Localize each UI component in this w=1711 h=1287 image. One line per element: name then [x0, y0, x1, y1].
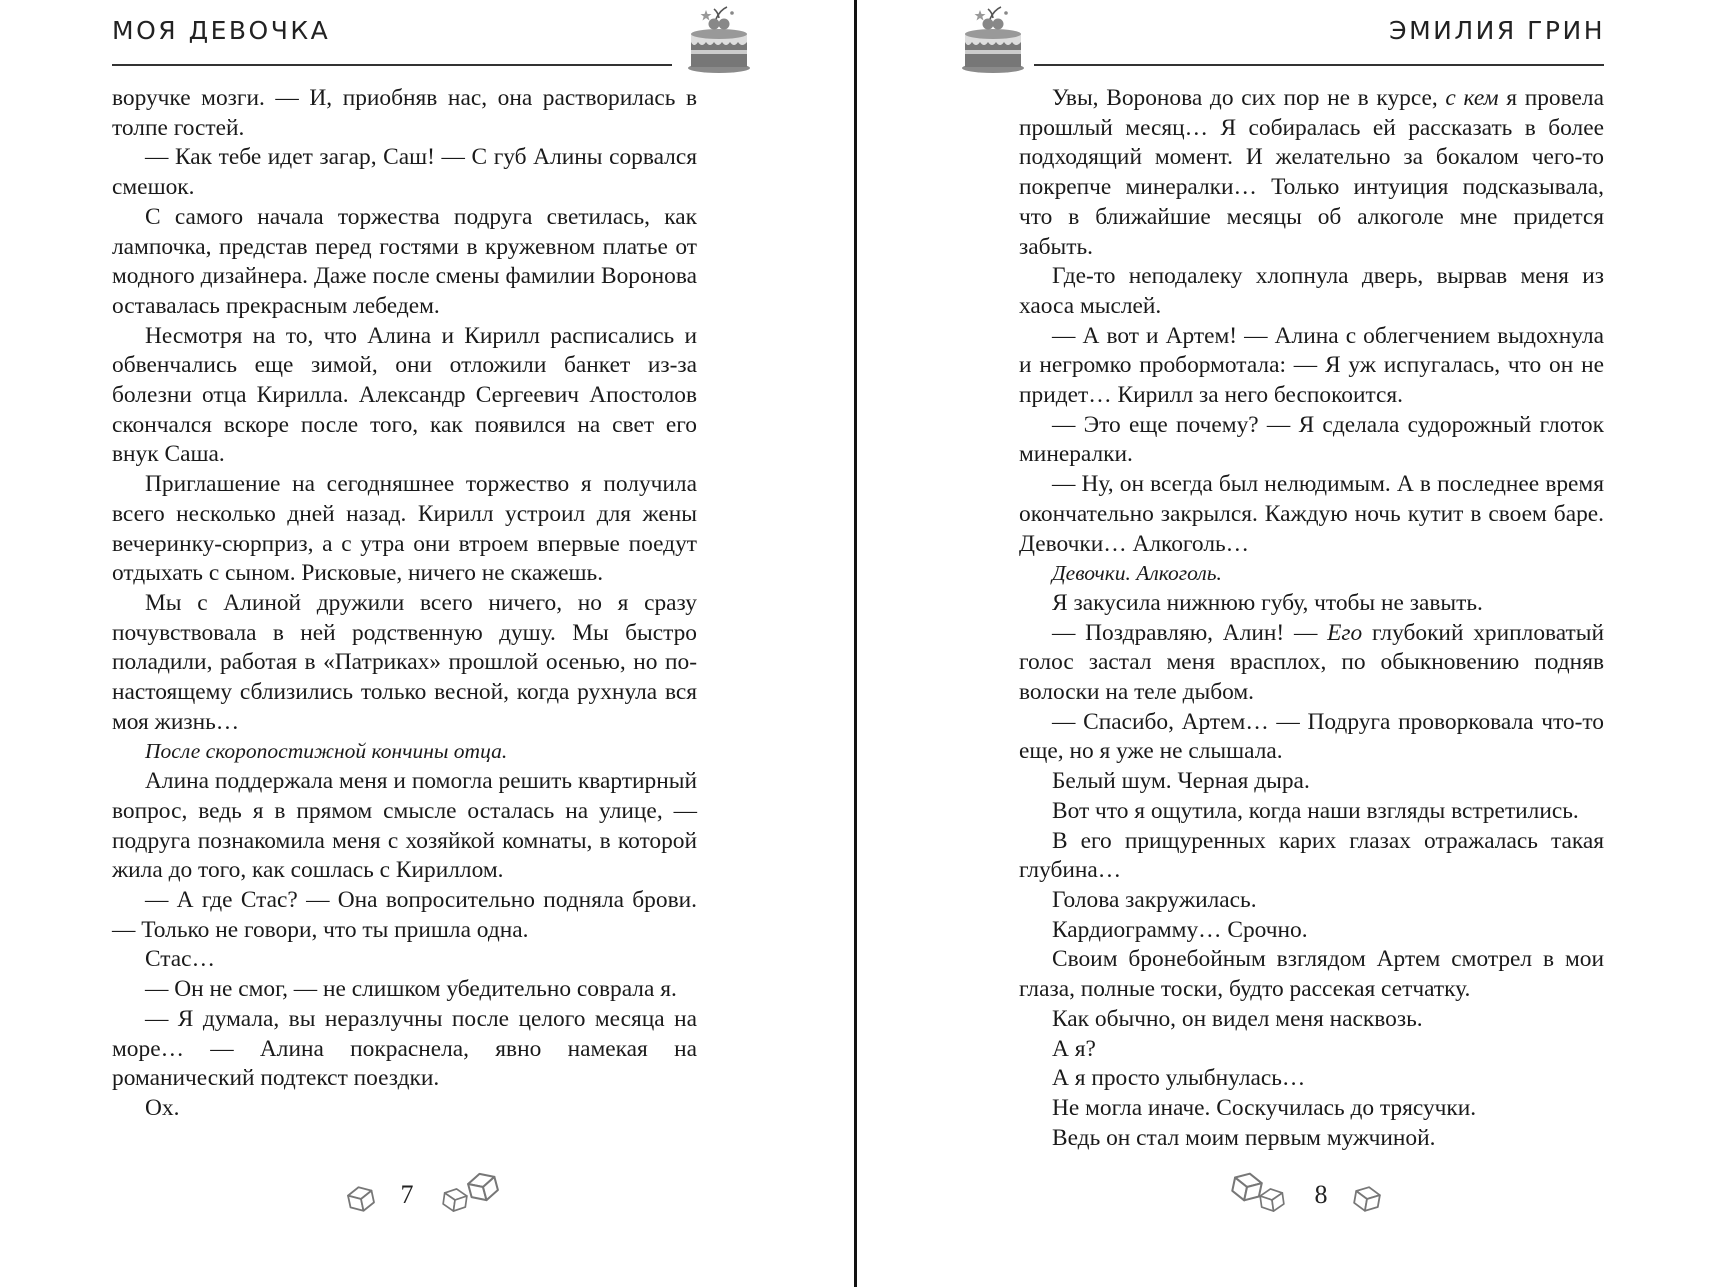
sugar-cube-icon — [462, 1166, 504, 1208]
paragraph: — Он не смог, — не слишком убедительно соврала я. — [145, 976, 677, 1003]
paragraph: Своим бронебойным взглядом Артем смотрел в мои глаза, полные тоски, будто рассекая сетчатку. — [1019, 946, 1604, 1003]
page-number: 7 — [400, 1180, 414, 1209]
right-page-text — [1019, 84, 1604, 1153]
paragraph: — А где Стас? — Она вопросительно подняла брови. — Только не говори, что ты пришла одна. — [112, 886, 697, 943]
paragraph: — Это еще почему? — Я сделала судорожный глоток минералки. — [1019, 411, 1604, 468]
paragraph: Кардиограмму… Срочно. — [1052, 916, 1308, 943]
italic-paragraph: После скоропостижной кончины отца. — [145, 739, 508, 764]
page-number: 8 — [1314, 1180, 1328, 1209]
paragraph: Стас… — [145, 946, 215, 973]
running-head-right: ЭМИЛИЯ ГРИН — [1389, 16, 1605, 45]
paragraph: Ведь он стал моим первым мужчиной. — [1052, 1124, 1436, 1151]
folio-left — [0, 1170, 855, 1230]
paragraph: Не могла иначе. Соскучилась до трясучки. — [1052, 1094, 1477, 1121]
paragraph: — Я думала, вы неразлучны после целого месяца на море… — Алина покраснела, явно намекая на романический подтекст поездки. — [112, 1005, 697, 1092]
emphasis: с кем — [1445, 85, 1499, 111]
paragraph — [1019, 619, 1604, 708]
folio-right — [856, 1170, 1711, 1230]
paragraph: Вот что я ощутила, когда наши взгляды встретились. — [1052, 797, 1579, 824]
text-run: Увы, Воронова до сих пор не в курсе, — [1052, 85, 1446, 111]
text-run: — Поздравляю, Алин! — — [1052, 619, 1328, 646]
paragraph: — Как тебе идет загар, Саш! — С губ Алины сорвался смешок. — [112, 144, 697, 201]
sugar-cube-icon — [1350, 1182, 1385, 1217]
paragraph: — Ну, он всегда был нелюдимым. А в последнее время окончательно закрылся. Каждую ночь кутит в своем баре. Девочки… Алкоголь… — [1019, 471, 1604, 557]
paragraph: Голова закружилась. — [1052, 886, 1257, 913]
sugar-cube-icon — [343, 1181, 379, 1217]
sugar-cube-icon — [1256, 1184, 1288, 1216]
left-page — [0, 0, 855, 1287]
header-rule-right — [1034, 64, 1604, 66]
paragraph: С самого начала торжества подруга светилась, как лампочка, представ перед гостями в кружевном платье от модного дизайнера. Даже после смены фамилии Воронова оставалась прекрасным лебедем. — [112, 203, 697, 319]
right-page — [856, 0, 1711, 1287]
cake-icon — [684, 4, 754, 76]
text-run: глубокий хрипловатый голос застал меня врасплох, по обыкновению подняв волоски на теле дыбом. — [1019, 619, 1604, 706]
text-run: я провела прошлый месяц… Я собиралась ей рассказать в более подходящий момент. И желательно за бокалом чего-то покрепче минералки… Только интуиция подсказывала, что в ближайшие месяцы об алкоголе мне придется забыть. — [1019, 85, 1604, 260]
paragraph: А я просто улыбнулась… — [1052, 1065, 1306, 1092]
paragraph: В его прищуренных карих глазах отражалась такая глубина… — [1019, 827, 1604, 884]
italic-paragraph: Девочки. Алкоголь. — [1052, 561, 1222, 586]
paragraph: Мы с Алиной дружили всего ничего, но я сразу почувствовала в ней родственную душу. Мы быстро поладили, работая в «Патриках» прошлой осенью, но по-настоящему сблизились только весной, когда рухнула вся моя жизнь… — [112, 589, 697, 735]
paragraph: Приглашение на сегодняшнее торжество я получила всего несколько дней назад. Кирилл устроил для жены вечеринку-сюрприз, а с утра они втроем впервые поедут отдыхать с сыном. Рисковые, ничего не скажешь. — [112, 471, 697, 587]
paragraph: — Спасибо, Артем… — Подруга проворковала что-то еще, но я уже не слышала. — [1019, 708, 1604, 765]
paragraph: воручке мозги. — И, приобняв нас, она растворилась в толпе гостей. — [112, 85, 697, 141]
paragraph: Несмотря на то, что Алина и Кирилл расписались и обвенчались еще зимой, они отложили банкет из-за болезни отца Кирилла. Александр Сергеевич Апостолов скончался вскоре после того, как появился на свет его внук Саша. — [112, 322, 697, 468]
header-rule-left — [112, 64, 672, 66]
paragraph: Я закусила нижнюю губу, чтобы не завыть. — [1052, 589, 1483, 616]
running-head-left: МОЯ ДЕВОЧКА — [112, 16, 331, 45]
paragraph: — А вот и Артем! — Алина с облегчением выдохнула и негромко пробормотала: — Я уж испугалась, что он не придет… Кирилл за него беспокоится. — [1019, 322, 1604, 409]
paragraph: Алина поддержала меня и помогла решить квартирный вопрос, ведь я в прямом смысле осталась на улице, — подруга познакомила меня с хозяйкой комнаты, в которой жила до того, как сошлась с Кириллом. — [112, 768, 697, 884]
paragraph — [1019, 84, 1604, 262]
paragraph: Где-то неподалеку хлопнула дверь, вырвав меня из хаоса мыслей. — [1019, 263, 1604, 319]
left-page-text — [112, 84, 697, 1124]
paragraph: Белый шум. Черная дыра. — [1052, 768, 1310, 795]
paragraph: Ох. — [145, 1094, 180, 1121]
cake-icon — [958, 4, 1028, 76]
paragraph: А я? — [1052, 1035, 1096, 1062]
paragraph: Как обычно, он видел меня насквозь. — [1052, 1005, 1423, 1032]
emphasis: Его — [1327, 619, 1363, 646]
